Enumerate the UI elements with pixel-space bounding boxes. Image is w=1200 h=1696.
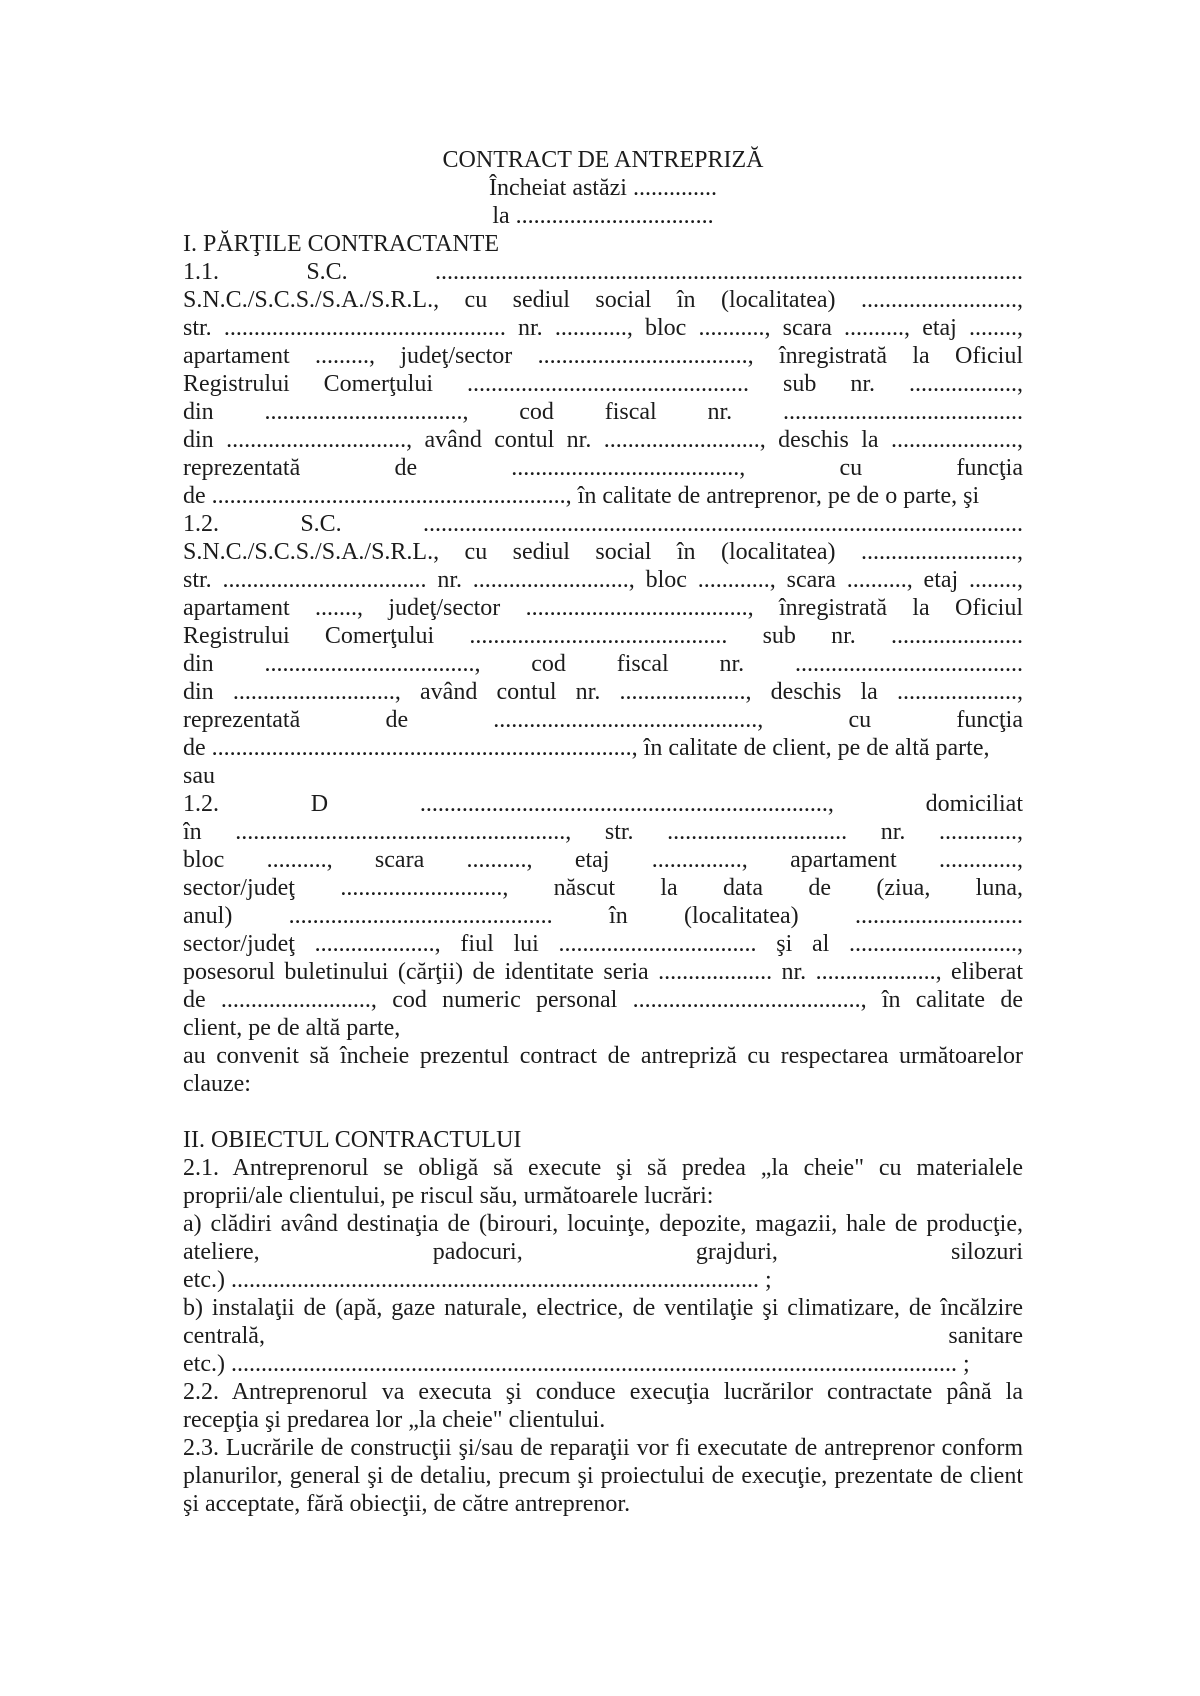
party-line: S.N.C./S.C.S./S.A./S.R.L., cu sediul social în (localitatea) .........................., (183, 539, 1023, 565)
section-contract-object (183, 1126, 1023, 1518)
party-line: din ..................................., cod fiscal nr. ...................................... (183, 651, 1023, 677)
clause-line: centrală, sanitare (183, 1323, 1023, 1349)
party-line: reprezentată de ......................................, cu funcţia (183, 455, 1023, 481)
section-heading: I. PĂRŢILE CONTRACTANTE (183, 231, 500, 257)
clause-line: 2.2. Antreprenorul va executa şi conduce execuţia lucrărilor contractate până la (183, 1379, 1023, 1405)
party-line: 1.1. S.C. .................................................................................................. (183, 259, 1023, 285)
agreement-line: au convenit să încheie prezentul contract de antrepriză cu respectarea următoarelor (183, 1043, 1023, 1069)
clause-line: etc.) ......................................................................................................................... ; (183, 1351, 970, 1377)
party-line: din ................................., cod fiscal nr. ........................................ (183, 399, 1023, 425)
clause-2-3 (183, 1434, 1023, 1518)
party-line: anul) ............................................ în (localitatea) ............................ (183, 903, 1023, 929)
clause-line: a) clădiri având destinaţia de (birouri, locuinţe, depozite, magazii, hale de producţie, (183, 1211, 1023, 1237)
concluded-place-line: la ................................. (492, 203, 714, 229)
clause-line: ateliere, padocuri, grajduri, silozuri (183, 1239, 1023, 1265)
party-line: apartament ........., judeţ/sector ..................................., înregistrată la Oficiul (183, 343, 1023, 369)
clause-line: planurilor, general şi de detaliu, precum şi proiectului de execuţie, prezentate de client (183, 1463, 1023, 1489)
party-1-2-company-block (183, 510, 1023, 762)
concluded-date-line: Încheiat astăzi .............. (489, 175, 717, 201)
party-line: din ..........................., având contul nr. ....................., deschis la ...................., (183, 679, 1023, 705)
party-line: str. ............................................... nr. ............, bloc ..........., scara .........., etaj ........, (183, 315, 1023, 341)
party-line: de ........................., cod numeric personal ......................................, în calitate de (183, 987, 1023, 1013)
blank-line (183, 1098, 1023, 1126)
contract-title: CONTRACT DE ANTREPRIZĂ (442, 147, 764, 173)
party-line: client, pe de altă parte, (183, 1015, 401, 1041)
party-line: reprezentată de ............................................, cu funcţia (183, 707, 1023, 733)
clause-line: etc.) ........................................................................................ ; (183, 1267, 772, 1293)
party-line: în ......................................................., str. .............................. nr. ............., (183, 819, 1023, 845)
party-line: de ..........................................................., în calitate de antreprenor, pe de o parte, şi (183, 483, 980, 509)
clause-line: şi acceptate, fără obiecţii, de către antreprenor. (183, 1491, 631, 1517)
agreement-paragraph (183, 1042, 1023, 1098)
party-line: sector/judeţ ..........................., născut la data de (ziua, luna, (183, 875, 1023, 901)
clause-line: proprii/ale clientului, pe riscul său, următoarele lucrări: (183, 1183, 714, 1209)
agreement-line: clauze: (183, 1071, 251, 1097)
or-label: sau (183, 763, 215, 789)
party-line: posesorul buletinului (cărţii) de identitate seria ................... nr. ...................., eliberat (183, 959, 1023, 985)
party-line: bloc .........., scara .........., etaj ..............., apartament ............., (183, 847, 1023, 873)
party-1-1-block (183, 258, 1023, 510)
clause-2-1-a (183, 1210, 1023, 1294)
clause-2-1-b (183, 1294, 1023, 1378)
clause-line: 2.1. Antreprenorul se obligă să execute şi să predea „la cheie" cu materialele (183, 1155, 1023, 1181)
clause-2-1 (183, 1154, 1023, 1210)
clause-2-2 (183, 1378, 1023, 1434)
section-contracting-parties (183, 230, 1023, 1098)
party-line: Registrului Comerţului ............................................... sub nr. .................., (183, 371, 1023, 397)
party-line: sector/judeţ ...................., fiul lui ................................. şi al ............................, (183, 931, 1023, 957)
party-line: de ......................................................................, în calitate de client, pe de altă parte, (183, 735, 990, 761)
party-line: din .............................., având contul nr. .........................., deschis la ....................., (183, 427, 1023, 453)
party-line: S.N.C./S.C.S./S.A./S.R.L., cu sediul social în (localitatea) .........................., (183, 287, 1023, 313)
clause-line: b) instalaţii de (apă, gaze naturale, electrice, de ventilaţie şi climatizare, de încălzire (183, 1295, 1023, 1321)
party-line: apartament ......., judeţ/sector ....................................., înregistrată la Oficiul (183, 595, 1023, 621)
party-line: Registrului Comerţului ........................................... sub nr. ...................... (183, 623, 1023, 649)
clause-line: recepţia şi predarea lor „la cheie" clientului. (183, 1407, 606, 1433)
section-heading: II. OBIECTUL CONTRACTULUI (183, 1127, 522, 1153)
clause-line: 2.3. Lucrările de construcţii şi/sau de reparaţii vor fi executate de antreprenor conform (183, 1435, 1023, 1461)
party-1-2-person-block (183, 790, 1023, 1042)
contract-header (183, 146, 1023, 230)
party-line: str. .................................. nr. .........................., bloc ............, scara .........., etaj ........, (183, 567, 1023, 593)
contract-body (183, 146, 1023, 1518)
party-line: 1.2. S.C. .................................................................................................... (183, 511, 1023, 537)
party-line: 1.2. D ...................................................................., domiciliat (183, 791, 1023, 817)
